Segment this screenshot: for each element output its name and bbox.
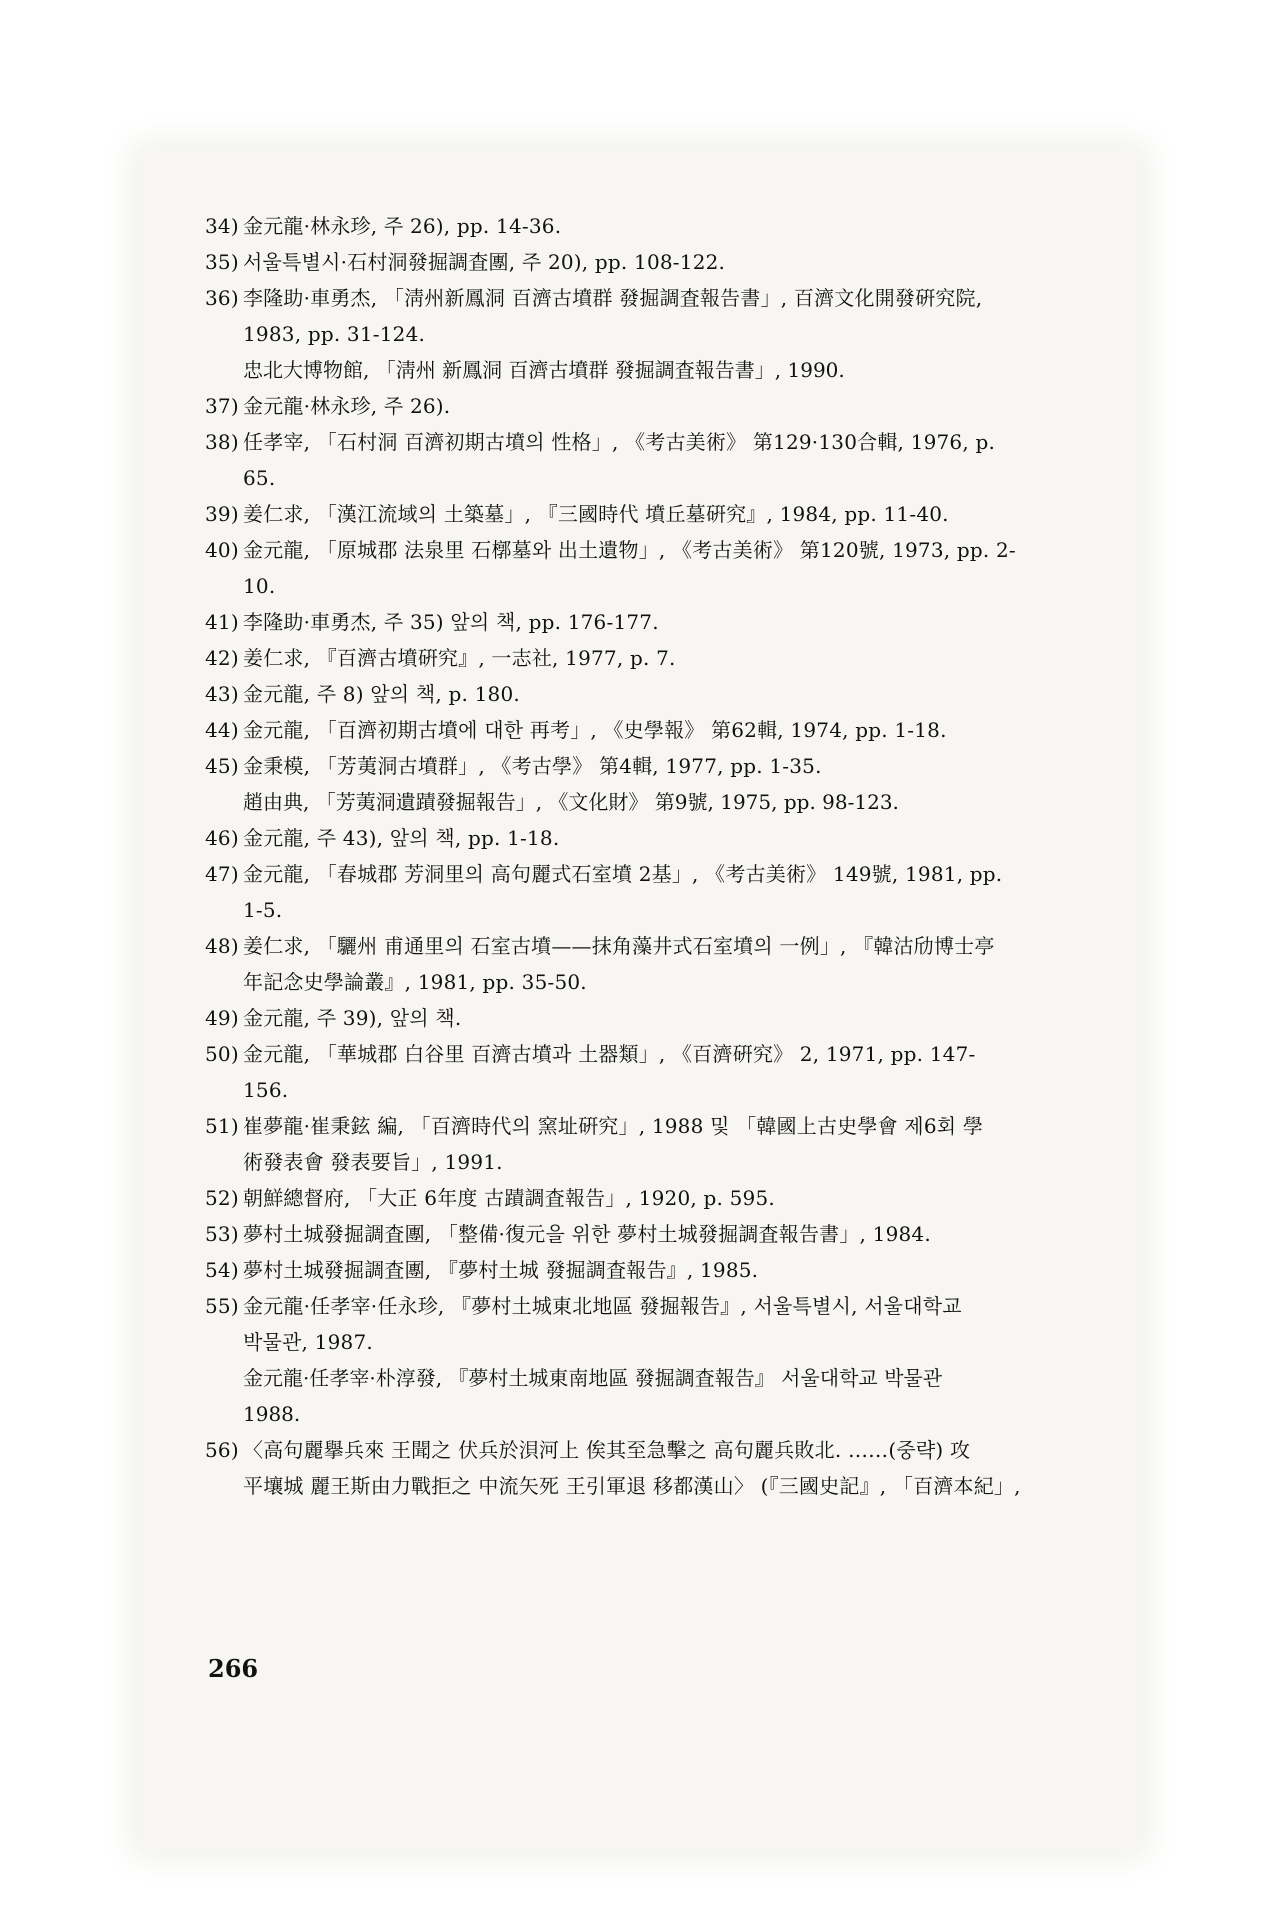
footnote-text-continued: 박물관, 1987. [243, 1330, 373, 1354]
footnote-text: 金元龍·林永珍, 주 26). [243, 394, 451, 418]
footnote-34 [205, 208, 1085, 244]
footnote-54 [205, 1252, 1085, 1288]
footnote-number: 52) [205, 1186, 239, 1210]
footnote-text: 夢村土城發掘調査團, 『夢村土城 發掘調査報告』, 1985. [243, 1258, 759, 1282]
footnote-text-continued: 年記念史學論叢』, 1981, pp. 35-50. [243, 970, 587, 994]
footnote-text: 朝鮮總督府, 「大正 6年度 古蹟調査報告」, 1920, p. 595. [243, 1186, 775, 1210]
footnote-text-continued: 156. [243, 1078, 289, 1102]
footnote-text: 任孝宰, 「石村洞 百濟初期古墳의 性格」, 《考古美術》 第129·130合輯, 1976, p. [243, 430, 996, 454]
footnote-text-continued: 平壤城 麗王斯由力戰拒之 中流矢死 王引軍退 移都漢山〉 (『三國史記』, 「百濟本紀」, [243, 1474, 1021, 1498]
footnote-text-continued: 65. [243, 466, 276, 490]
footnote-text: 李隆助·車勇杰, 주 35) 앞의 책, pp. 176-177. [243, 610, 659, 634]
footnote-number: 46) [205, 826, 239, 850]
footnote-48 [205, 928, 1085, 1000]
footnote-number: 50) [205, 1042, 239, 1066]
footnote-55 [205, 1288, 1085, 1360]
footnote-45-additional [205, 784, 1085, 820]
footnote-51 [205, 1108, 1085, 1180]
footnote-number: 40) [205, 538, 239, 562]
footnote-38 [205, 424, 1085, 496]
footnote-number: 51) [205, 1114, 239, 1138]
footnote-number: 49) [205, 1006, 239, 1030]
footnote-number: 48) [205, 934, 239, 958]
footnote-number: 47) [205, 862, 239, 886]
footnote-number: 39) [205, 502, 239, 526]
footnote-number: 55) [205, 1294, 239, 1318]
footnote-number: 53) [205, 1222, 239, 1246]
footnote-number: 41) [205, 610, 239, 634]
page-number: 266 [208, 1654, 259, 1683]
footnote-52 [205, 1180, 1085, 1216]
footnote-number: 38) [205, 430, 239, 454]
footnote-text-continued: 1988. [243, 1402, 301, 1426]
footnote-number: 35) [205, 250, 239, 274]
footnote-40 [205, 532, 1085, 604]
footnote-46 [205, 820, 1085, 856]
footnote-45 [205, 748, 1085, 784]
footnote-text: 金秉模, 「芳荑洞古墳群」, 《考古學》 第4輯, 1977, pp. 1-35. [243, 754, 822, 778]
footnote-50 [205, 1036, 1085, 1108]
footnote-number: 43) [205, 682, 239, 706]
footnote-text: 金元龍, 주 8) 앞의 책, p. 180. [243, 682, 520, 706]
footnote-text: 夢村土城發掘調査團, 「整備·復元을 위한 夢村土城發掘調査報告書」, 1984. [243, 1222, 931, 1246]
footnote-43 [205, 676, 1085, 712]
footnote-text: 金元龍·任孝宰·朴淳發, 『夢村土城東南地區 發掘調査報告』 서울대학교 박물관 [243, 1366, 943, 1390]
footnote-text-continued: 10. [243, 574, 276, 598]
footnote-42 [205, 640, 1085, 676]
footnote-text: 金元龍, 주 39), 앞의 책. [243, 1006, 462, 1030]
footnote-text: 李隆助·車勇杰, 「淸州新鳳洞 百濟古墳群 發掘調査報告書」, 百濟文化開發硏究院, [243, 286, 983, 310]
footnote-number: 42) [205, 646, 239, 670]
footnote-text: 金元龍, 「春城郡 芳洞里의 高句麗式石室墳 2基」, 《考古美術》 149號, 1981, pp. [243, 862, 1003, 886]
footnote-37 [205, 388, 1085, 424]
footnote-text: 姜仁求, 「漢江流域의 土築墓」, 『三國時代 墳丘墓硏究』, 1984, pp. 11-40. [243, 502, 949, 526]
footnote-35 [205, 244, 1085, 280]
footnote-text-continued: 1-5. [243, 898, 283, 922]
footnote-text: 崔夢龍·崔秉鉉 編, 「百濟時代의 窯址硏究」, 1988 및 「韓國上古史學會 제6회 學 [243, 1114, 984, 1138]
footnote-list [205, 208, 1085, 1504]
footnote-text: 趙由典, 「芳荑洞遺蹟發掘報告」, 《文化財》 第9號, 1975, pp. 98-123. [243, 790, 899, 814]
footnote-number: 54) [205, 1258, 239, 1282]
footnote-text: 金元龍, 주 43), 앞의 책, pp. 1-18. [243, 826, 560, 850]
footnote-55-additional [205, 1360, 1085, 1432]
footnote-text: 金元龍, 「百濟初期古墳에 대한 再考」, 《史學報》 第62輯, 1974, pp. 1-18. [243, 718, 947, 742]
footnote-number: 44) [205, 718, 239, 742]
footnote-text-continued: 術發表會 發表要旨」, 1991. [243, 1150, 503, 1174]
footnote-text: 金元龍, 「原城郡 法泉里 石槨墓와 出土遺物」, 《考古美術》 第120號, 1973, pp. 2- [243, 538, 1016, 562]
footnote-49 [205, 1000, 1085, 1036]
footnote-number: 37) [205, 394, 239, 418]
footnote-44 [205, 712, 1085, 748]
footnote-text: 金元龍·任孝宰·任永珍, 『夢村土城東北地區 發掘報告』, 서울특별시, 서울대학교 [243, 1294, 962, 1318]
footnote-text: 忠北大博物館, 「淸州 新鳳洞 百濟古墳群 發掘調査報告書」, 1990. [243, 358, 845, 382]
footnote-53 [205, 1216, 1085, 1252]
footnote-text: 서울특별시·石村洞發掘調査團, 주 20), pp. 108-122. [243, 250, 726, 274]
footnote-text-continued: 1983, pp. 31-124. [243, 322, 426, 346]
footnote-number: 56) [205, 1438, 239, 1462]
footnote-number: 36) [205, 286, 239, 310]
footnote-text: 姜仁求, 「驪州 甫通里의 石室古墳——抹角藻井式石室墳의 一例」, 『韓沽劤博士亭 [243, 934, 995, 958]
footnote-text: 金元龍, 「華城郡 白谷里 百濟古墳과 土器類」, 《百濟硏究》 2, 1971, pp. 147- [243, 1042, 976, 1066]
footnote-number: 45) [205, 754, 239, 778]
footnote-36 [205, 280, 1085, 352]
footnote-number: 34) [205, 214, 239, 238]
footnote-text: 姜仁求, 『百濟古墳硏究』, 一志社, 1977, p. 7. [243, 646, 676, 670]
footnote-36-additional [205, 352, 1085, 388]
footnote-text: 〈高句麗擧兵來 王聞之 伏兵於浿河上 俟其至急擊之 高句麗兵敗北. ……(중략) 攻 [243, 1438, 971, 1462]
footnote-47 [205, 856, 1085, 928]
footnote-56 [205, 1432, 1085, 1504]
footnote-text: 金元龍·林永珍, 주 26), pp. 14-36. [243, 214, 562, 238]
footnote-39 [205, 496, 1085, 532]
footnote-41 [205, 604, 1085, 640]
